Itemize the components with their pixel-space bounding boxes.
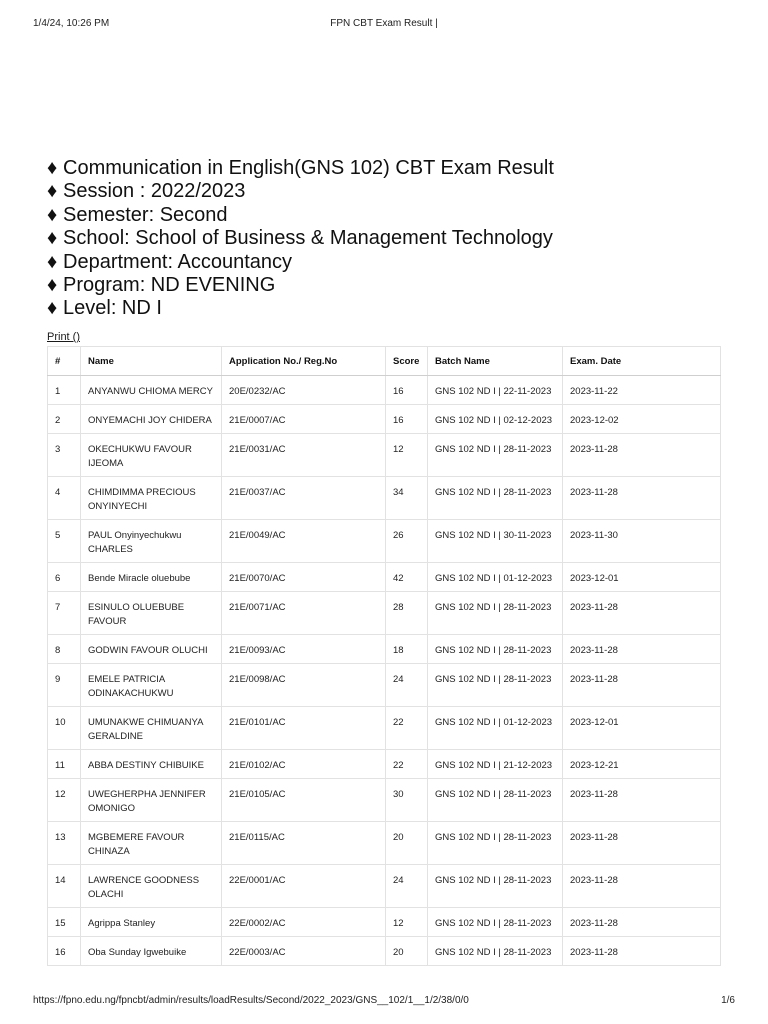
info-semester-text: Semester: Second bbox=[63, 203, 228, 226]
info-program-text: Program: ND EVENING bbox=[63, 274, 276, 297]
cell-exam-date: 2023-12-01 bbox=[563, 563, 721, 592]
cell-index: 6 bbox=[48, 563, 81, 592]
cell-exam-date: 2023-11-28 bbox=[563, 937, 721, 966]
table-row bbox=[48, 434, 721, 477]
info-line-level bbox=[47, 297, 554, 320]
diamond-bullet-icon: ♦ bbox=[47, 180, 58, 203]
cell-batch: GNS 102 ND I | 28-11-2023 bbox=[428, 937, 563, 966]
cell-exam-date: 2023-11-28 bbox=[563, 865, 721, 908]
table-row bbox=[48, 822, 721, 865]
cell-index: 16 bbox=[48, 937, 81, 966]
cell-name: Bende Miracle oluebube bbox=[81, 563, 222, 592]
print-page-title: FPN CBT Exam Result | bbox=[330, 18, 438, 29]
cell-batch: GNS 102 ND I | 28-11-2023 bbox=[428, 635, 563, 664]
cell-name: ESINULO OLUEBUBE FAVOUR bbox=[81, 592, 222, 635]
cell-reg-no: 21E/0115/AC bbox=[222, 822, 386, 865]
cell-index: 1 bbox=[48, 376, 81, 405]
cell-score: 16 bbox=[386, 405, 428, 434]
cell-batch: GNS 102 ND I | 28-11-2023 bbox=[428, 592, 563, 635]
cell-batch: GNS 102 ND I | 02-12-2023 bbox=[428, 405, 563, 434]
cell-index: 13 bbox=[48, 822, 81, 865]
cell-score: 28 bbox=[386, 592, 428, 635]
table-row bbox=[48, 635, 721, 664]
info-line-session bbox=[47, 180, 554, 203]
cell-batch: GNS 102 ND I | 28-11-2023 bbox=[428, 434, 563, 477]
table-row bbox=[48, 750, 721, 779]
cell-batch: GNS 102 ND I | 01-12-2023 bbox=[428, 707, 563, 750]
diamond-bullet-icon: ♦ bbox=[47, 157, 58, 179]
cell-score: 26 bbox=[386, 520, 428, 563]
cell-batch: GNS 102 ND I | 01-12-2023 bbox=[428, 563, 563, 592]
cell-batch: GNS 102 ND I | 28-11-2023 bbox=[428, 477, 563, 520]
cell-exam-date: 2023-11-30 bbox=[563, 520, 721, 563]
cell-score: 12 bbox=[386, 908, 428, 937]
table-row bbox=[48, 592, 721, 635]
cell-score: 16 bbox=[386, 376, 428, 405]
diamond-bullet-icon: ♦ bbox=[47, 250, 58, 273]
cell-score: 30 bbox=[386, 779, 428, 822]
cell-name: GODWIN FAVOUR OLUCHI bbox=[81, 635, 222, 664]
diamond-bullet-icon: ♦ bbox=[47, 297, 58, 320]
info-school-text: School: School of Business & Management Technology bbox=[63, 227, 553, 250]
cell-batch: GNS 102 ND I | 28-11-2023 bbox=[428, 908, 563, 937]
cell-exam-date: 2023-11-28 bbox=[563, 477, 721, 520]
cell-batch: GNS 102 ND I | 22-11-2023 bbox=[428, 376, 563, 405]
table-row bbox=[48, 779, 721, 822]
cell-score: 22 bbox=[386, 707, 428, 750]
cell-reg-no: 21E/0105/AC bbox=[222, 779, 386, 822]
cell-batch: GNS 102 ND I | 28-11-2023 bbox=[428, 822, 563, 865]
cell-name: ANYANWU CHIOMA MERCY bbox=[81, 376, 222, 405]
table-row bbox=[48, 908, 721, 937]
cell-reg-no: 22E/0003/AC bbox=[222, 937, 386, 966]
cell-index: 12 bbox=[48, 779, 81, 822]
cell-name: ONYEMACHI JOY CHIDERA bbox=[81, 405, 222, 434]
cell-index: 2 bbox=[48, 405, 81, 434]
page-number: 1/6 bbox=[721, 995, 735, 1006]
cell-score: 24 bbox=[386, 865, 428, 908]
cell-name: OKECHUKWU FAVOUR IJEOMA bbox=[81, 434, 222, 477]
print-link[interactable]: Print () bbox=[47, 331, 80, 343]
cell-reg-no: 21E/0070/AC bbox=[222, 563, 386, 592]
cell-reg-no: 22E/0001/AC bbox=[222, 865, 386, 908]
results-table bbox=[47, 346, 721, 966]
cell-name: LAWRENCE GOODNESS OLACHI bbox=[81, 865, 222, 908]
info-course-text: Communication in English(GNS 102) CBT Exam Result bbox=[63, 157, 554, 179]
info-level-text: Level: ND I bbox=[63, 297, 162, 320]
cell-reg-no: 21E/0007/AC bbox=[222, 405, 386, 434]
cell-reg-no: 21E/0101/AC bbox=[222, 707, 386, 750]
cell-reg-no: 21E/0102/AC bbox=[222, 750, 386, 779]
cell-score: 22 bbox=[386, 750, 428, 779]
cell-score: 18 bbox=[386, 635, 428, 664]
cell-reg-no: 21E/0031/AC bbox=[222, 434, 386, 477]
column-header-index: # bbox=[48, 347, 81, 376]
cell-batch: GNS 102 ND I | 28-11-2023 bbox=[428, 664, 563, 707]
cell-exam-date: 2023-12-02 bbox=[563, 405, 721, 434]
cell-name: ABBA DESTINY CHIBUIKE bbox=[81, 750, 222, 779]
cell-exam-date: 2023-11-28 bbox=[563, 822, 721, 865]
cell-index: 9 bbox=[48, 664, 81, 707]
cell-exam-date: 2023-11-28 bbox=[563, 434, 721, 477]
cell-score: 42 bbox=[386, 563, 428, 592]
cell-reg-no: 20E/0232/AC bbox=[222, 376, 386, 405]
cell-score: 34 bbox=[386, 477, 428, 520]
cell-exam-date: 2023-12-21 bbox=[563, 750, 721, 779]
column-header-name: Name bbox=[81, 347, 222, 376]
cell-reg-no: 21E/0071/AC bbox=[222, 592, 386, 635]
table-row bbox=[48, 376, 721, 405]
column-header-batch: Batch Name bbox=[428, 347, 563, 376]
column-header-exam-date: Exam. Date bbox=[563, 347, 721, 376]
info-line-semester bbox=[47, 204, 554, 227]
table-row bbox=[48, 707, 721, 750]
cell-exam-date: 2023-11-28 bbox=[563, 635, 721, 664]
cell-batch: GNS 102 ND I | 28-11-2023 bbox=[428, 865, 563, 908]
cell-index: 4 bbox=[48, 477, 81, 520]
cell-index: 11 bbox=[48, 750, 81, 779]
cell-name: MGBEMERE FAVOUR CHINAZA bbox=[81, 822, 222, 865]
table-header-row bbox=[48, 347, 721, 376]
cell-index: 3 bbox=[48, 434, 81, 477]
cell-name: UMUNAKWE CHIMUANYA GERALDINE bbox=[81, 707, 222, 750]
cell-name: PAUL Onyinyechukwu CHARLES bbox=[81, 520, 222, 563]
cell-score: 20 bbox=[386, 822, 428, 865]
cell-index: 8 bbox=[48, 635, 81, 664]
cell-reg-no: 21E/0098/AC bbox=[222, 664, 386, 707]
table-row bbox=[48, 865, 721, 908]
table-row bbox=[48, 563, 721, 592]
cell-index: 5 bbox=[48, 520, 81, 563]
table-row bbox=[48, 664, 721, 707]
cell-name: Oba Sunday Igwebuike bbox=[81, 937, 222, 966]
cell-score: 24 bbox=[386, 664, 428, 707]
cell-exam-date: 2023-11-28 bbox=[563, 779, 721, 822]
diamond-bullet-icon: ♦ bbox=[47, 203, 58, 226]
info-line-school bbox=[47, 227, 554, 250]
table-row bbox=[48, 405, 721, 434]
cell-index: 15 bbox=[48, 908, 81, 937]
table-row bbox=[48, 520, 721, 563]
info-line-department bbox=[47, 251, 554, 274]
cell-reg-no: 21E/0093/AC bbox=[222, 635, 386, 664]
column-header-reg-no: Application No./ Reg.No bbox=[222, 347, 386, 376]
cell-name: CHIMDIMMA PRECIOUS ONYINYECHI bbox=[81, 477, 222, 520]
info-department-text: Department: Accountancy bbox=[63, 250, 293, 273]
print-url: https://fpno.edu.ng/fpncbt/admin/results/loadResults/Second/2022_2023/GNS__102/1__1/2/38/0/0 bbox=[33, 995, 469, 1006]
cell-exam-date: 2023-11-28 bbox=[563, 592, 721, 635]
info-session-text: Session : 2022/2023 bbox=[63, 180, 246, 203]
cell-index: 14 bbox=[48, 865, 81, 908]
cell-reg-no: 21E/0049/AC bbox=[222, 520, 386, 563]
info-line-program bbox=[47, 274, 554, 297]
diamond-bullet-icon: ♦ bbox=[47, 227, 58, 250]
table-row bbox=[48, 477, 721, 520]
table-row bbox=[48, 937, 721, 966]
exam-info bbox=[47, 157, 554, 321]
cell-name: UWEGHERPHA JENNIFER OMONIGO bbox=[81, 779, 222, 822]
column-header-score: Score bbox=[386, 347, 428, 376]
cell-score: 20 bbox=[386, 937, 428, 966]
cell-index: 10 bbox=[48, 707, 81, 750]
print-datetime: 1/4/24, 10:26 PM bbox=[33, 18, 110, 29]
cell-name: EMELE PATRICIA ODINAKACHUKWU bbox=[81, 664, 222, 707]
cell-reg-no: 21E/0037/AC bbox=[222, 477, 386, 520]
cell-exam-date: 2023-11-28 bbox=[563, 664, 721, 707]
cell-exam-date: 2023-11-28 bbox=[563, 908, 721, 937]
cell-batch: GNS 102 ND I | 30-11-2023 bbox=[428, 520, 563, 563]
cell-score: 12 bbox=[386, 434, 428, 477]
cell-name: Agrippa Stanley bbox=[81, 908, 222, 937]
cell-batch: GNS 102 ND I | 28-11-2023 bbox=[428, 779, 563, 822]
diamond-bullet-icon: ♦ bbox=[47, 274, 58, 297]
cell-exam-date: 2023-11-22 bbox=[563, 376, 721, 405]
cell-reg-no: 22E/0002/AC bbox=[222, 908, 386, 937]
cell-index: 7 bbox=[48, 592, 81, 635]
info-line-course bbox=[47, 157, 554, 180]
cell-exam-date: 2023-12-01 bbox=[563, 707, 721, 750]
cell-batch: GNS 102 ND I | 21-12-2023 bbox=[428, 750, 563, 779]
